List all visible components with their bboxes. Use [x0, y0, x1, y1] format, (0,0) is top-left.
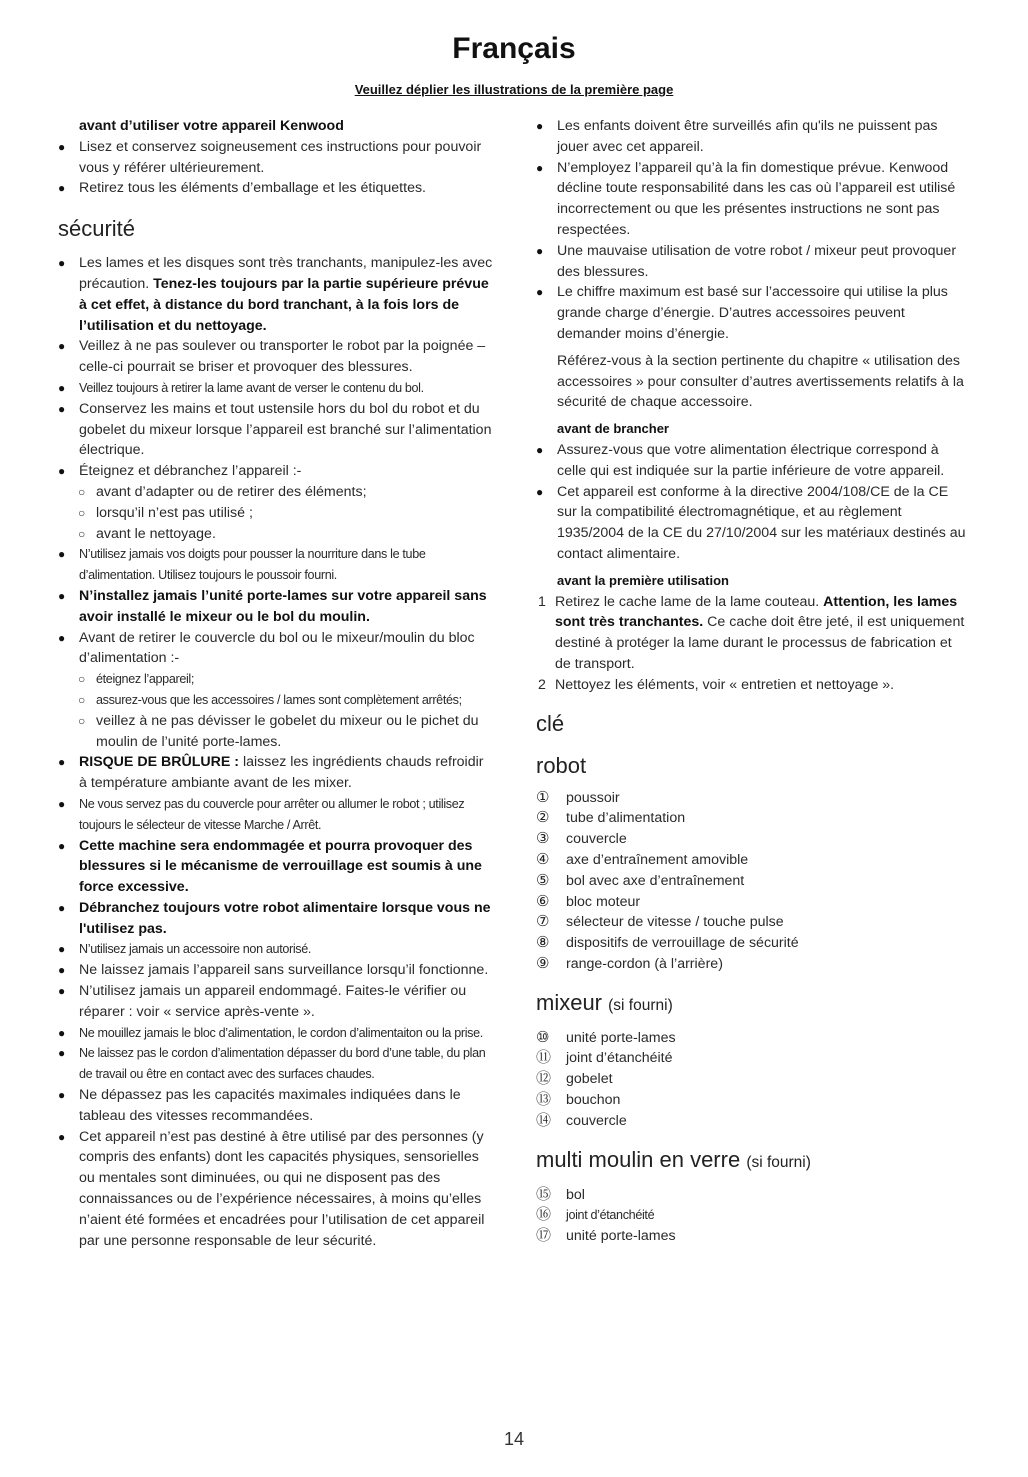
list-item: [58, 253, 494, 336]
sub-list-item: ○ lorsqu’il n’est pas utilisé ;: [58, 503, 494, 524]
list-item: ● Ne mouillez jamais le bloc d’alimentation, le cordon d’alimentaiton ou la prise.: [58, 1023, 494, 1044]
item-text: Ce cache doit être jeté, il est uniquement destiné à protéger la lame durant le processus de fabrication et de transport.: [555, 614, 965, 672]
part-number: ③: [536, 830, 550, 848]
part-number: ⑨: [536, 954, 550, 972]
part-number: ⑫: [536, 1070, 552, 1088]
mill-heading: [536, 1146, 970, 1177]
list-item: ● Ne laissez jamais l’appareil sans surveillance lorsqu’il fonctionne.: [58, 960, 494, 981]
part-label: bol: [566, 1186, 585, 1203]
part-label: joint d’étanchéité: [566, 1050, 673, 1067]
list-item: ● Avant de retirer le couvercle du bol ou le mixeur/moulin du bloc d’alimentation :-: [58, 628, 494, 670]
blender-heading: [536, 989, 970, 1020]
list-item: ● Les enfants doivent être surveillés afin qu'ils ne puissent pas jouer avec cet appareil.: [536, 116, 970, 158]
page-subtitle: Veuillez déplier les illustrations de la première page: [354, 82, 674, 97]
first-use-heading: avant la première utilisation: [557, 572, 729, 588]
list-item: ● N’utilisez jamais vos doigts pour pousser la nourriture dans le tube d’alimentation. Utilisez toujours le poussoir fourni.: [58, 544, 494, 586]
blender-heading-text: mixeur: [536, 989, 603, 1015]
item-number: 1: [538, 593, 546, 610]
part-item: [536, 892, 970, 913]
part-label: bloc moteur: [566, 893, 641, 910]
list-item: ● Ne dépassez pas les capacités maximales indiquées dans le tableau des vitesses recommandées.: [58, 1085, 494, 1127]
plug-list: [536, 440, 970, 565]
blender-heading-note: (si fourni): [608, 996, 673, 1014]
part-label: gobelet: [566, 1071, 613, 1088]
page-title: Français: [452, 32, 576, 65]
part-label: tube d’alimentation: [566, 810, 686, 827]
list-item: ● Ne laissez pas le cordon d’alimentation dépasser du bord d’une table, du plan de travail ou être en contact avec des surfaces chaudes.: [58, 1043, 494, 1085]
list-item: ● Veillez toujours à retirer la lame avant de verser le contenu du bol.: [58, 378, 494, 399]
list-item: ● Éteignez et débranchez l’appareil :-: [58, 461, 494, 482]
list-item: ● N’installez jamais l’unité porte-lames sur votre appareil sans avoir installé le mixeur ou le bol du moulin.: [58, 586, 494, 628]
list-item: ● Ne vous servez pas du couvercle pour arrêter ou allumer le robot ; utilisez toujours le sélecteur de vitesse Marche / Arrêt.: [58, 794, 494, 836]
part-item: [536, 829, 970, 850]
item-text: Les lames et les disques sont très tranchants, manipulez-les avec précaution.: [79, 255, 493, 292]
part-item: [536, 1048, 970, 1069]
part-label: unité porte-lames: [566, 1029, 676, 1046]
list-item: ● Le chiffre maximum est basé sur l’accessoire qui utilise la plus grande charge d’énergie. D’autres accessoires peuvent demander moins d’énergie.: [536, 282, 970, 344]
part-label: sélecteur de vitesse / touche pulse: [566, 914, 784, 931]
mill-parts-list: [536, 1185, 970, 1247]
part-item: [536, 1205, 970, 1226]
item-bold-text: Tenez-les toujours par la partie supérieure prévue à cet effet, à distance du bord tranchant, à la fois lors de l’utilisation et du nettoyage.: [79, 275, 489, 334]
numbered-item: [536, 592, 970, 675]
list-item: ● Une mauvaise utilisation de votre robot / mixeur peut provoquer des blessures.: [536, 241, 970, 283]
part-item: [536, 954, 970, 975]
part-number: ④: [536, 850, 550, 868]
blender-parts-list: [536, 1028, 970, 1132]
part-number: ①: [536, 788, 550, 806]
list-item: ● Lisez et conservez soigneusement ces instructions pour pouvoir vous y référer ultérieurement.: [58, 137, 494, 179]
sub-list-item: ○ veillez à ne pas dévisser le gobelet du mixeur ou le pichet du moulin de l’unité porte-lames.: [58, 711, 494, 753]
part-number: ⑤: [536, 871, 550, 889]
sub-list-item: ○ assurez-vous que les accessoires / lames sont complètement arrêtés;: [58, 690, 494, 711]
robot-parts-list: [536, 788, 970, 975]
item-text: laissez les ingrédients chauds refroidir à température ambiante avant de les mixer.: [79, 754, 484, 792]
part-item: [536, 1111, 970, 1132]
left-column: [58, 116, 494, 1251]
part-item: [536, 1090, 970, 1111]
reference-paragraph: Référez-vous à la section pertinente du chapitre « utilisation des accessoires » pour consulter d’autres avertissements relatifs à la sécurité de chaque accessoire.: [557, 352, 964, 411]
part-label: bouchon: [566, 1092, 621, 1109]
part-item: [536, 850, 970, 871]
intro-list: [58, 137, 494, 199]
part-item: [536, 788, 970, 809]
part-item: [536, 1226, 970, 1247]
list-item: ● Débranchez toujours votre robot alimentaire lorsque vous ne l'utilisez pas.: [58, 898, 494, 940]
part-number: ⑩: [536, 1028, 550, 1046]
mill-heading-text: multi moulin en verre: [536, 1146, 741, 1172]
robot-heading: robot: [536, 752, 587, 778]
part-item: [536, 933, 970, 954]
part-item: [536, 1185, 970, 1206]
security-heading: sécurité: [58, 216, 136, 242]
safety-continued-list: [536, 116, 970, 345]
security-list: [58, 253, 494, 1251]
list-item: ● N’employez l’appareil qu’à la fin domestique prévue. Kenwood décline toute responsabilité dans les cas où l’appareil est utilisé incorrectement ou que les présentes instructions ne sont pas respectées.: [536, 158, 970, 241]
sub-list-item: ○ avant d’adapter ou de retirer des éléments;: [58, 482, 494, 503]
list-item: ● N’utilisez jamais un accessoire non autorisé.: [58, 939, 494, 960]
sub-list-item: ○ éteignez l’appareil;: [58, 669, 494, 690]
intro-heading: avant d’utiliser votre appareil Kenwood: [79, 118, 344, 134]
page-number: 14: [503, 1429, 525, 1449]
part-label: dispositifs de verrouillage de sécurité: [566, 935, 799, 952]
item-bold-text: RISQUE DE BRÛLURE :: [79, 754, 240, 771]
part-label: range-cordon (à l’arrière): [566, 955, 723, 972]
list-item: ● Retirez tous les éléments d’emballage et les étiquettes.: [58, 178, 494, 199]
part-item: [536, 871, 970, 892]
plug-heading: avant de brancher: [557, 421, 669, 437]
part-number: ②: [536, 809, 550, 827]
part-label: couvercle: [566, 1112, 627, 1129]
part-number: ⑪: [536, 1049, 552, 1067]
part-number: ⑮: [536, 1185, 552, 1203]
part-label: unité porte-lames: [566, 1228, 676, 1245]
part-number: ⑰: [536, 1227, 552, 1245]
item-bold-text: Attention, les lames sont très tranchantes.: [555, 593, 958, 631]
part-number: ⑬: [536, 1091, 552, 1109]
part-number: ⑭: [536, 1111, 552, 1129]
list-item: ● Cet appareil n’est pas destiné à être utilisé par des personnes (y compris des enfants) dont les capacités physiques, sensorielles ou mentales sont diminuées, ou qui ne disposent pas des connaissances ou de l’expérience nécessaires, à moins qu’elles n’aient été formées et encadrées pour l’utilisation de cet appareil par une personne responsable de leur sécurité.: [58, 1127, 494, 1252]
part-label: couvercle: [566, 831, 627, 848]
part-item: [536, 1028, 970, 1049]
list-item: ● Assurez-vous que votre alimentation électrique correspond à celle qui est indiquée sur la partie inférieure de votre appareil.: [536, 440, 970, 482]
list-item: ● Cette machine sera endommagée et pourra provoquer des blessures si le mécanisme de verrouillage est soumis à une force excessive.: [58, 836, 494, 898]
numbered-item: [536, 675, 970, 696]
list-item: ● Veillez à ne pas soulever ou transporter le robot par la poignée – celle-ci pourrait se briser et provoquer des blessures.: [58, 336, 494, 378]
part-item: [536, 912, 970, 933]
part-item: [536, 808, 970, 829]
right-column: [536, 116, 970, 1247]
part-number: ⑧: [536, 934, 550, 952]
item-number: 2: [538, 676, 546, 693]
list-item: [58, 752, 494, 794]
part-number: ⑯: [536, 1206, 551, 1224]
list-item: ● N’utilisez jamais un appareil endommagé. Faites-le vérifier ou réparer : voir « service après-vente ».: [58, 981, 494, 1023]
part-label: axe d’entraînement amovible: [566, 851, 749, 868]
list-item: ● Cet appareil est conforme à la directive 2004/108/CE de la CE sur la compatibilité électromagnétique, et au règlement 1935/2004 de la CE du 27/10/2004 sur les matériaux destinés au contact alimentaire.: [536, 482, 970, 565]
part-number: ⑥: [536, 892, 550, 910]
sub-list-item: ○ avant le nettoyage.: [58, 524, 494, 545]
first-use-list: [536, 592, 970, 696]
item-text: Retirez le cache lame de la lame couteau.: [555, 593, 824, 610]
mill-heading-note: (si fourni): [746, 1153, 811, 1171]
part-label: joint d’étanchéité: [566, 1208, 655, 1223]
list-item: ● Conservez les mains et tout ustensile hors du bol du robot et du gobelet du mixeur lorsque l’appareil est branché sur l’alimentation électrique.: [58, 399, 494, 461]
part-item: [536, 1069, 970, 1090]
key-heading: clé: [536, 710, 565, 736]
part-label: bol avec axe d’entraînement: [566, 872, 745, 889]
item-text: Nettoyez les éléments, voir « entretien et nettoyage ».: [555, 676, 895, 693]
part-label: poussoir: [566, 789, 620, 806]
part-number: ⑦: [536, 913, 550, 931]
